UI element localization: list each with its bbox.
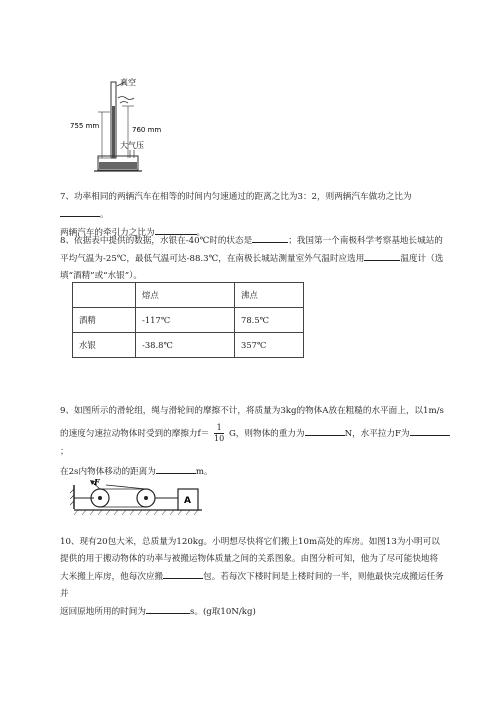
height-760-label: 760 mm xyxy=(132,126,162,134)
q10-blank-time[interactable] xyxy=(146,603,190,614)
q9-line3b: m。 xyxy=(195,467,213,477)
friction-fraction xyxy=(214,423,224,444)
atm-pressure-label: 大气压 xyxy=(120,141,144,150)
torricelli-figure xyxy=(70,76,180,176)
q7-line2: 两辆汽车的牵引力之比为 xyxy=(60,228,155,238)
table-cell: 78.5℃ xyxy=(235,308,304,333)
q10-line3a: 大米搬上库房，他每次应搬 xyxy=(60,572,164,582)
q9-blank-pull-force[interactable] xyxy=(410,425,450,436)
fraction-numerator: 1 xyxy=(214,423,224,434)
height-755-label: 755 mm xyxy=(70,122,100,130)
question-10 xyxy=(60,534,450,621)
vacuum-label: 真空 xyxy=(120,78,136,87)
table-cell: 酒精 xyxy=(73,308,136,333)
table-cell: 357℃ xyxy=(235,333,304,358)
q9-line2c: N，水平拉力F为 xyxy=(344,429,410,439)
q8-blank-thermometer[interactable] xyxy=(364,250,400,261)
q10-blank-bags[interactable] xyxy=(163,568,203,579)
q9-line2d: ； xyxy=(60,447,69,457)
q7-blank-work-ratio[interactable] xyxy=(60,206,100,217)
q9-blank-gravity[interactable] xyxy=(305,425,345,436)
melting-boiling-table xyxy=(72,282,304,358)
q7-line1: 7、功率相同的两辆汽车在相等的时间内匀速通过的距离之比为3：2，则两辆汽车做功之比为 xyxy=(60,192,412,202)
fraction-denominator: 10 xyxy=(214,434,225,443)
q10-line1: 10、现有20包大米，总质量为120kg。小明想尽快将它们搬上10m高处的库房。如图13为小明可以 xyxy=(60,537,440,547)
q10-line2: 提供的用于搬动物体的功率与被搬运物体质量之间的关系图象。由图分析可知，他为了尽可能快地将 xyxy=(60,554,439,564)
q9-line2b: G，则物体的重力为 xyxy=(228,429,305,439)
q7-period-1: 。 xyxy=(100,210,109,220)
question-9 xyxy=(60,403,450,481)
q8-line1b: ；我国第一个南极科学考察基地长城站的 xyxy=(288,236,443,246)
table-row xyxy=(73,333,304,358)
table-cell: 水银 xyxy=(73,333,136,358)
table-row xyxy=(73,308,304,333)
q8-line2b: 温度计（选 xyxy=(400,254,444,264)
q9-line3a: 在2s内物体移动的距离为 xyxy=(60,467,156,477)
q10-line4a: 返回原地所用的时间为 xyxy=(60,607,146,617)
q9-line2a: 的速度匀速拉动物体时受到的摩擦力f＝ xyxy=(60,429,210,439)
table-cell: -117℃ xyxy=(136,308,235,333)
pulley-figure xyxy=(70,477,210,519)
block-a-label: A xyxy=(184,496,191,506)
table-header-cell xyxy=(73,283,136,308)
table-header-row xyxy=(73,283,304,308)
q8-line2a: 平均气温为-25℃，最低气温可达-88.3℃，在南极长城站测量室外气温时应选用 xyxy=(60,254,365,264)
q9-blank-distance[interactable] xyxy=(156,463,196,474)
q7-period-2: 。 xyxy=(196,228,206,238)
q9-line1: 9、如图所示的滑轮组，绳与滑轮间的摩擦不计，将质量为3kg的物体A放在粗糙的水平面上，以1m/s xyxy=(60,406,444,416)
q10-line3b: 包。若每次下楼时间是上楼时间的一半，则他最快完成搬运任务并 xyxy=(60,572,444,599)
q8-line3: 填“酒精”或“水银”）。 xyxy=(60,271,143,281)
table-cell: -38.8℃ xyxy=(136,333,235,358)
table-header-cell: 熔点 xyxy=(136,283,235,308)
q8-blank-state[interactable] xyxy=(252,232,288,243)
q8-line1a: 8、依据表中提供的数据，水银在-40℃时的状态是 xyxy=(60,236,253,246)
force-f-label: F xyxy=(94,477,100,487)
table-header-cell: 沸点 xyxy=(235,283,304,308)
q10-line4b: s。(g取10N/kg) xyxy=(189,607,256,617)
question-8 xyxy=(60,232,450,285)
